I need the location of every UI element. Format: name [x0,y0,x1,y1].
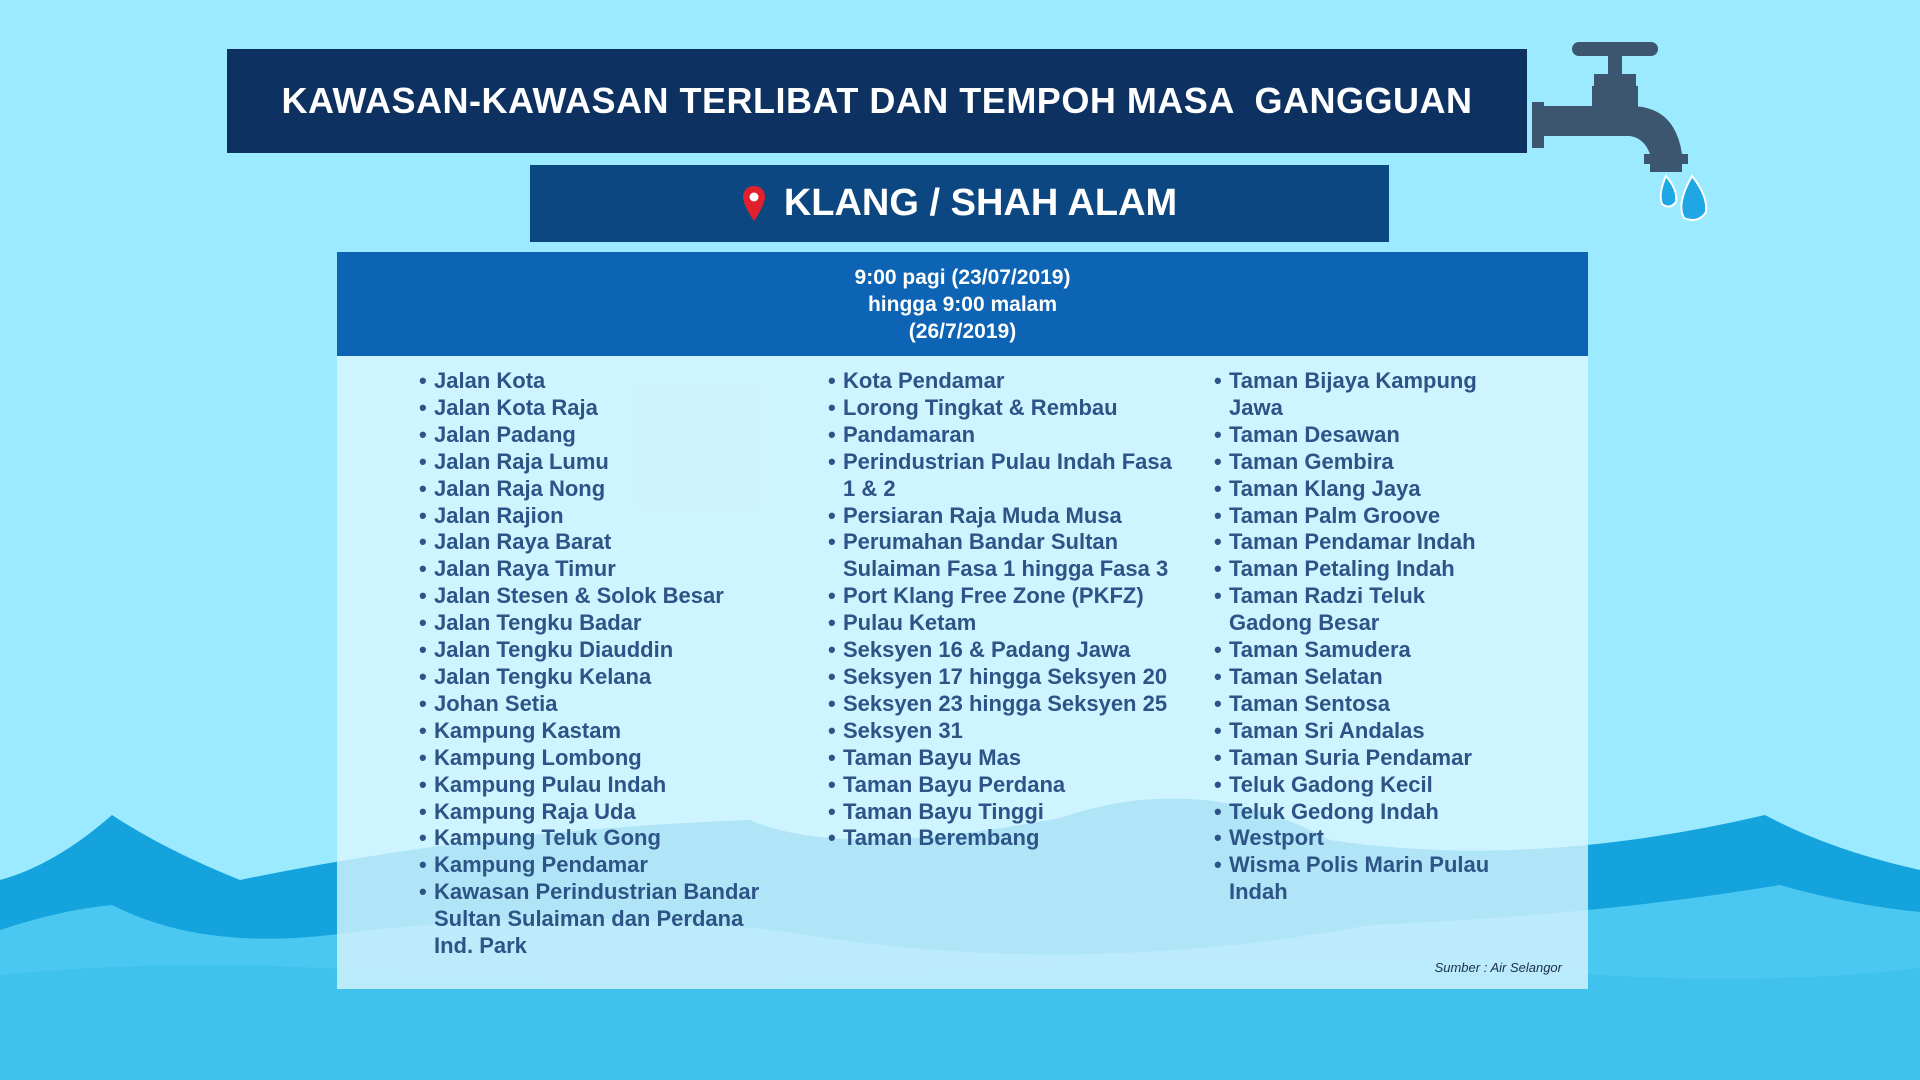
list-item: • Jalan Kota [419,368,779,395]
region-banner [530,165,1389,242]
list-item: • Pandamaran [828,422,1188,449]
area-list-column-1 [419,368,779,960]
map-pin-icon [742,185,766,223]
list-item: • Jalan Rajion [419,503,779,530]
list-item: • Perumahan Bandar Sultan Sulaiman Fasa 1 hingga Fasa 3 [828,529,1188,583]
list-item: • Jalan Stesen & Solok Besar [419,583,779,610]
list-item: • Taman Berembang [828,825,1188,852]
list-item: • Perindustrian Pulau Indah Fasa 1 & 2 [828,449,1188,503]
period-end: (26/7/2019) [908,319,1017,343]
disruption-period [337,252,1588,356]
list-item: • Taman Palm Groove [1214,503,1514,530]
list-item: • Taman Bijaya Kampung Jawa [1214,368,1514,422]
affected-areas-panel [337,252,1588,989]
list-item: • Jalan Tengku Kelana [419,664,779,691]
list-item: • Seksyen 23 hingga Seksyen 25 [828,691,1188,718]
list-item: • Taman Selatan [1214,664,1514,691]
list-item: • Taman Radzi Teluk Gadong Besar [1214,583,1514,637]
list-item: • Kampung Teluk Gong [419,825,779,852]
list-item: • Taman Desawan [1214,422,1514,449]
list-item: • Seksyen 17 hingga Seksyen 20 [828,664,1188,691]
period-connector: hingga 9:00 malam [867,292,1058,316]
list-item: • Teluk Gedong Indah [1214,799,1514,826]
list-item: • Taman Bayu Perdana [828,772,1188,799]
list-item: • Taman Klang Jaya [1214,476,1514,503]
list-item: • Kampung Pulau Indah [419,772,779,799]
list-item: • Taman Gembira [1214,449,1514,476]
area-list-column-3 [1214,368,1514,906]
list-item: • Taman Samudera [1214,637,1514,664]
list-item: • Seksyen 31 [828,718,1188,745]
list-item: • Jalan Raya Timur [419,556,779,583]
list-item: • Kampung Lombong [419,745,779,772]
list-item: • Taman Pendamar Indah [1214,529,1514,556]
list-item: • Persiaran Raja Muda Musa [828,503,1188,530]
list-item: • Jalan Tengku Badar [419,610,779,637]
list-item: • Jalan Raya Barat [419,529,779,556]
list-item: • Jalan Raja Nong [419,476,779,503]
list-item: • Westport [1214,825,1514,852]
area-list-column-2 [828,368,1188,852]
list-item: • Taman Petaling Indah [1214,556,1514,583]
list-item: • Taman Sri Andalas [1214,718,1514,745]
water-faucet-icon [1530,36,1710,226]
list-item: • Kawasan Perindustrian Bandar Sultan Sulaiman dan Perdana Ind. Park [419,879,779,960]
page-title: KAWASAN-KAWASAN TERLIBAT DAN TEMPOH MASA GANGGUAN [227,49,1527,153]
list-item: • Jalan Kota Raja [419,395,779,422]
list-item: • Seksyen 16 & Padang Jawa [828,637,1188,664]
list-item: • Jalan Tengku Diauddin [419,637,779,664]
list-item: • Kampung Raja Uda [419,799,779,826]
list-item: • Wisma Polis Marin Pulau Indah [1214,852,1514,906]
list-item: • Teluk Gadong Kecil [1214,772,1514,799]
source-credit: Sumber : Air Selangor [1434,960,1562,975]
list-item: • Port Klang Free Zone (PKFZ) [828,583,1188,610]
region-name: KLANG / SHAH ALAM [783,182,1178,224]
list-item: • Pulau Ketam [828,610,1188,637]
list-item: • Lorong Tingkat & Rembau [828,395,1188,422]
list-item: • Jalan Raja Lumu [419,449,779,476]
list-item: • Kampung Kastam [419,718,779,745]
period-start: 9:00 pagi (23/07/2019) [854,265,1071,289]
list-item: • Taman Sentosa [1214,691,1514,718]
list-item: • Johan Setia [419,691,779,718]
list-item: • Kota Pendamar [828,368,1188,395]
list-item: • Taman Bayu Tinggi [828,799,1188,826]
list-item: • Taman Suria Pendamar [1214,745,1514,772]
list-item: • Kampung Pendamar [419,852,779,879]
list-item: • Taman Bayu Mas [828,745,1188,772]
list-item: • Jalan Padang [419,422,779,449]
